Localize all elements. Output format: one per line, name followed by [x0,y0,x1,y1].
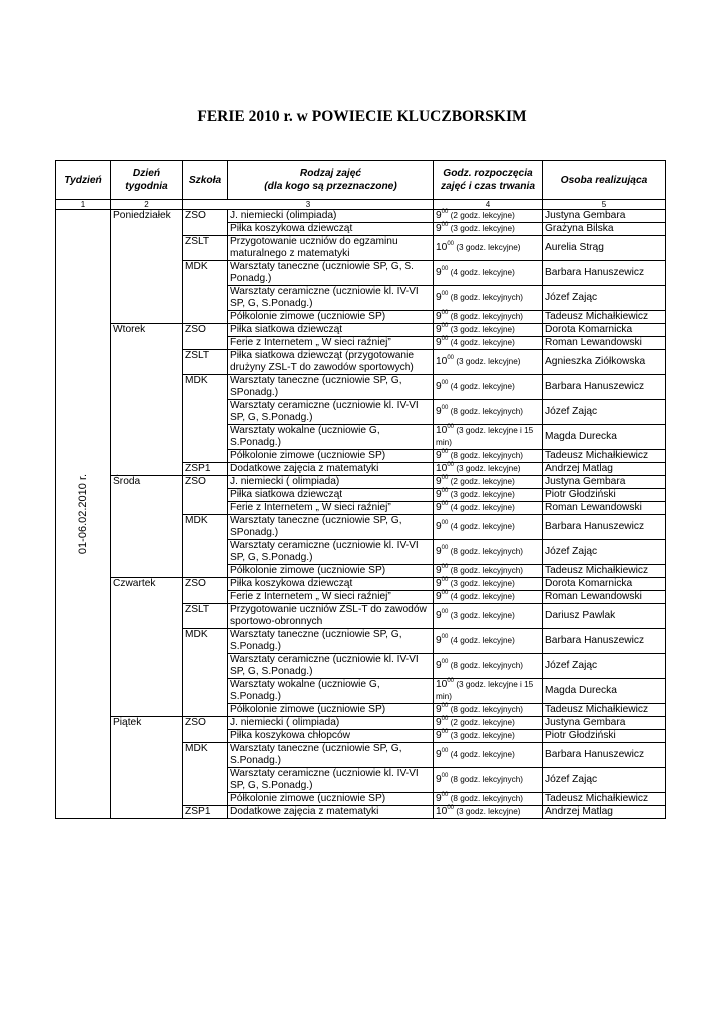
day-cell: Środa [111,476,183,578]
time-cell [434,743,543,768]
start-minutes: 00 [441,773,449,780]
activity-cell: J. niemiecki (olimpiada) [228,210,434,223]
column-number: 3 [183,200,434,210]
start-hour: 9 [436,223,442,234]
activity-cell: Piłka siatkowa dziewcząt [228,489,434,502]
person-cell: Tadeusz Michałkiewicz [543,704,666,717]
duration: (3 godz. lekcyjne) [450,224,515,233]
school-cell: ZSO [183,476,228,515]
activity-cell: Warsztaty wokalne (uczniowie G, S.Ponadg.) [228,679,434,704]
start-hour: 9 [436,730,442,741]
person-cell: Andrzej Matlag [543,463,666,476]
duration: (8 godz. lekcyjnych) [450,794,523,803]
start-hour: 9 [436,565,442,576]
start-minutes: 00 [441,222,449,229]
duration: (8 godz. lekcyjnych) [450,547,523,556]
person-cell: Magda Durecka [543,679,666,704]
start-hour: 10 [436,463,448,474]
activity-cell: Przygotowanie uczniów do egzaminu maturalnego z matematyki [228,236,434,261]
time-cell [434,629,543,654]
duration: (8 godz. lekcyjnych) [450,451,523,460]
column-number: 5 [543,200,666,210]
time-cell [434,286,543,311]
activity-cell: Dodatkowe zajęcia z matematyki [228,806,434,819]
time-cell [434,540,543,565]
time-cell [434,337,543,350]
start-minutes: 00 [441,475,449,482]
person-cell: Andrzej Matlag [543,806,666,819]
school-cell: MDK [183,515,228,578]
activity-cell: Warsztaty ceramiczne (uczniowie kl. IV-VI SP, G, S.Ponadg.) [228,654,434,679]
duration: (8 godz. lekcyjnych) [450,293,523,302]
start-hour: 9 [436,406,442,417]
time-cell [434,425,543,450]
column-number: 2 [111,200,183,210]
week-cell [56,210,111,819]
time-cell [434,730,543,743]
start-hour: 10 [436,242,448,253]
time-cell [434,654,543,679]
day-cell: Wtorek [111,324,183,476]
school-cell: ZSO [183,210,228,236]
person-cell: Tadeusz Michałkiewicz [543,311,666,324]
start-hour: 9 [436,502,442,513]
duration: (3 godz. lekcyjne i 15 min) [436,680,534,701]
duration: (3 godz. lekcyjne) [450,325,515,334]
duration: (3 godz. lekcyjne) [456,243,521,252]
start-minutes: 00 [447,462,455,469]
time-cell [434,565,543,578]
activity-cell: Przygotowanie uczniów ZSL-T do zawodów sportowo-obronnych [228,604,434,629]
duration: (8 godz. lekcyjnych) [450,775,523,784]
activity-cell: Ferie z Internetem „ W sieci raźniej” [228,591,434,604]
duration: (4 godz. lekcyjne) [450,503,515,512]
start-hour: 9 [436,749,442,760]
header-time: Godz. rozpoczęcia zajęć i czas trwania [434,161,543,200]
start-minutes: 00 [441,659,449,666]
start-minutes: 00 [441,323,449,330]
duration: (4 godz. lekcyjne) [450,338,515,347]
activity-cell: J. niemiecki ( olimpiada) [228,717,434,730]
activity-cell: Warsztaty ceramiczne (uczniowie kl. IV-VI SP, G, S.Ponadg.) [228,540,434,565]
start-minutes: 00 [441,488,449,495]
start-hour: 9 [436,324,442,335]
start-hour: 9 [436,578,442,589]
school-cell: ZSO [183,717,228,743]
start-hour: 9 [436,546,442,557]
duration: (3 godz. lekcyjne) [450,490,515,499]
activity-cell: Piłka koszykowa chłopców [228,730,434,743]
duration: (2 godz. lekcyjne) [450,718,515,727]
header-school: Szkoła [183,161,228,200]
person-cell: Justyna Gembara [543,210,666,223]
duration: (2 godz. lekcyjne) [450,477,515,486]
activity-cell: Piłka koszykowa dziewcząt [228,223,434,236]
person-cell: Justyna Gembara [543,717,666,730]
person-cell: Barbara Hanuszewicz [543,375,666,400]
time-cell [434,679,543,704]
school-cell: ZSLT [183,604,228,629]
person-cell: Piotr Głodziński [543,489,666,502]
table-row [56,324,666,337]
activity-cell: Półkolonie zimowe (uczniowie SP) [228,311,434,324]
start-hour: 9 [436,774,442,785]
start-hour: 9 [436,476,442,487]
start-minutes: 00 [441,577,449,584]
person-cell: Justyna Gembara [543,476,666,489]
time-cell [434,717,543,730]
time-cell [434,515,543,540]
activity-cell: Dodatkowe zajęcia z matematyki [228,463,434,476]
school-cell: MDK [183,629,228,717]
start-minutes: 00 [441,380,449,387]
start-minutes: 00 [441,336,449,343]
activity-cell: Piłka siatkowa dziewcząt (przygotowanie drużyny ZSL-T do zawodów sportowych) [228,350,434,375]
start-hour: 9 [436,635,442,646]
header-activity: Rodzaj zajęć (dla kogo są przeznaczone) [228,161,434,200]
start-hour: 10 [436,356,448,367]
time-cell [434,604,543,629]
duration: (8 godz. lekcyjnych) [450,566,523,575]
day-cell: Czwartek [111,578,183,717]
person-cell: Tadeusz Michałkiewicz [543,793,666,806]
duration: (4 godz. lekcyjne) [450,268,515,277]
header-week: Tydzień [56,161,111,200]
table-row [56,476,666,489]
start-hour: 9 [436,793,442,804]
duration: (8 godz. lekcyjnych) [450,407,523,416]
start-minutes: 00 [441,703,449,710]
table-row [56,210,666,223]
start-minutes: 00 [441,792,449,799]
school-cell: ZSO [183,578,228,604]
school-cell: MDK [183,743,228,806]
start-hour: 9 [436,381,442,392]
activity-cell: Piłka siatkowa dziewcząt [228,324,434,337]
schedule-body [56,210,666,819]
time-cell [434,489,543,502]
header-day: Dzień tygodnia [111,161,183,200]
duration: (4 godz. lekcyjne) [450,636,515,645]
time-cell [434,210,543,223]
activity-cell: Ferie z Internetem „ W sieci raźniej” [228,502,434,515]
start-minutes: 00 [441,209,449,216]
duration: (3 godz. lekcyjne) [456,357,521,366]
time-cell [434,768,543,793]
time-cell [434,450,543,463]
school-cell: MDK [183,375,228,463]
person-cell: Józef Zając [543,400,666,425]
start-hour: 10 [436,679,448,690]
person-cell: Piotr Głodziński [543,730,666,743]
activity-cell: Warsztaty taneczne (uczniowie SP, G, SPonadg.) [228,375,434,400]
duration: (2 godz. lekcyjne) [450,211,515,220]
school-cell: ZSO [183,324,228,350]
start-minutes: 00 [447,424,455,431]
start-minutes: 00 [441,748,449,755]
day-cell: Piątek [111,717,183,819]
start-hour: 9 [436,450,442,461]
time-cell [434,261,543,286]
time-cell [434,806,543,819]
column-number: 4 [434,200,543,210]
duration: (8 godz. lekcyjnych) [450,661,523,670]
start-minutes: 00 [441,266,449,273]
person-cell: Aurelia Strąg [543,236,666,261]
time-cell [434,223,543,236]
start-minutes: 00 [441,564,449,571]
activity-cell: Półkolonie zimowe (uczniowie SP) [228,793,434,806]
person-cell: Dariusz Pawlak [543,604,666,629]
activity-cell: Warsztaty wokalne (uczniowie G, S.Ponadg.) [228,425,434,450]
person-cell: Józef Zając [543,768,666,793]
start-hour: 9 [436,489,442,500]
activity-cell: Ferie z Internetem „ W sieci raźniej” [228,337,434,350]
activity-cell: Piłka koszykowa dziewcząt [228,578,434,591]
day-cell: Poniedziałek [111,210,183,324]
activity-cell: Warsztaty ceramiczne (uczniowie kl. IV-VI SP, G, S.Ponadg.) [228,768,434,793]
activity-cell: Półkolonie zimowe (uczniowie SP) [228,565,434,578]
person-cell: Dorota Komarnicka [543,578,666,591]
start-hour: 9 [436,267,442,278]
person-cell: Barbara Hanuszewicz [543,629,666,654]
start-minutes: 00 [441,729,449,736]
person-cell: Roman Lewandowski [543,337,666,350]
page-title: FERIE 2010 r. w POWIECIE KLUCZBORSKIM [197,108,527,125]
time-cell [434,476,543,489]
start-minutes: 00 [447,355,455,362]
table-row [56,717,666,730]
time-cell [434,704,543,717]
start-minutes: 00 [441,609,449,616]
start-hour: 9 [436,337,442,348]
start-hour: 10 [436,806,448,817]
duration: (3 godz. lekcyjne) [450,611,515,620]
start-minutes: 00 [441,590,449,597]
time-cell [434,311,543,324]
person-cell: Barbara Hanuszewicz [543,515,666,540]
duration: (3 godz. lekcyjne i 15 min) [436,426,534,447]
time-cell [434,502,543,515]
duration: (3 godz. lekcyjne) [456,807,521,816]
person-cell: Tadeusz Michałkiewicz [543,565,666,578]
week-label: 01-06.02.2010 r. [77,473,89,555]
person-cell: Agnieszka Ziółkowska [543,350,666,375]
activity-cell: Warsztaty ceramiczne (uczniowie kl. IV-VI SP, G, S.Ponadg.) [228,286,434,311]
time-cell [434,375,543,400]
time-cell [434,463,543,476]
start-minutes: 00 [441,310,449,317]
start-minutes: 00 [441,291,449,298]
time-cell [434,793,543,806]
activity-cell: J. niemiecki ( olimpiada) [228,476,434,489]
column-number: 1 [56,200,111,210]
start-minutes: 00 [447,678,455,685]
start-hour: 9 [436,591,442,602]
duration: (4 godz. lekcyjne) [450,592,515,601]
time-cell [434,400,543,425]
header-person: Osoba realizująca [543,161,666,200]
start-minutes: 00 [441,449,449,456]
start-hour: 10 [436,425,448,436]
school-cell: ZSLT [183,236,228,261]
start-hour: 9 [436,311,442,322]
activity-cell: Półkolonie zimowe (uczniowie SP) [228,450,434,463]
duration: (4 godz. lekcyjne) [450,382,515,391]
person-cell: Józef Zając [543,286,666,311]
start-hour: 9 [436,610,442,621]
time-cell [434,350,543,375]
school-cell: MDK [183,261,228,324]
start-minutes: 00 [441,634,449,641]
activity-cell: Warsztaty taneczne (uczniowie SP, G, SPonadg.) [228,515,434,540]
activity-cell: Warsztaty taneczne (uczniowie SP, G, S. Ponadg.) [228,261,434,286]
person-cell: Roman Lewandowski [543,502,666,515]
school-cell: ZSP1 [183,463,228,476]
activity-cell: Warsztaty taneczne (uczniowie SP, G, S.Ponadg.) [228,743,434,768]
schedule-table [55,160,666,819]
time-cell [434,578,543,591]
duration: (3 godz. lekcyjne) [450,731,515,740]
school-cell: ZSP1 [183,806,228,819]
column-number-row [56,200,666,210]
duration: (3 godz. lekcyjne) [450,579,515,588]
person-cell: Barbara Hanuszewicz [543,743,666,768]
person-cell: Magda Durecka [543,425,666,450]
start-minutes: 00 [447,805,455,812]
person-cell: Tadeusz Michałkiewicz [543,450,666,463]
duration: (8 godz. lekcyjnych) [450,312,523,321]
time-cell [434,591,543,604]
person-cell: Józef Zając [543,540,666,565]
start-minutes: 00 [441,545,449,552]
table-row [56,578,666,591]
duration: (4 godz. lekcyjne) [450,522,515,531]
school-cell: ZSLT [183,350,228,375]
start-minutes: 00 [441,716,449,723]
header-row [56,161,666,200]
start-hour: 9 [436,521,442,532]
start-minutes: 00 [441,520,449,527]
start-hour: 9 [436,210,442,221]
start-minutes: 00 [447,241,455,248]
person-cell: Barbara Hanuszewicz [543,261,666,286]
person-cell: Józef Zając [543,654,666,679]
activity-cell: Warsztaty ceramiczne (uczniowie kl. IV-VI SP, G, S.Ponadg.) [228,400,434,425]
time-cell [434,324,543,337]
duration: (4 godz. lekcyjne) [450,750,515,759]
start-hour: 9 [436,704,442,715]
activity-cell: Warsztaty taneczne (uczniowie SP, G, S.Ponadg.) [228,629,434,654]
start-minutes: 00 [441,405,449,412]
activity-cell: Półkolonie zimowe (uczniowie SP) [228,704,434,717]
person-cell: Grażyna Bilska [543,223,666,236]
start-minutes: 00 [441,501,449,508]
start-hour: 9 [436,292,442,303]
time-cell [434,236,543,261]
start-hour: 9 [436,717,442,728]
person-cell: Dorota Komarnicka [543,324,666,337]
person-cell: Roman Lewandowski [543,591,666,604]
duration: (8 godz. lekcyjnych) [450,705,523,714]
start-hour: 9 [436,660,442,671]
duration: (3 godz. lekcyjne) [456,464,521,473]
